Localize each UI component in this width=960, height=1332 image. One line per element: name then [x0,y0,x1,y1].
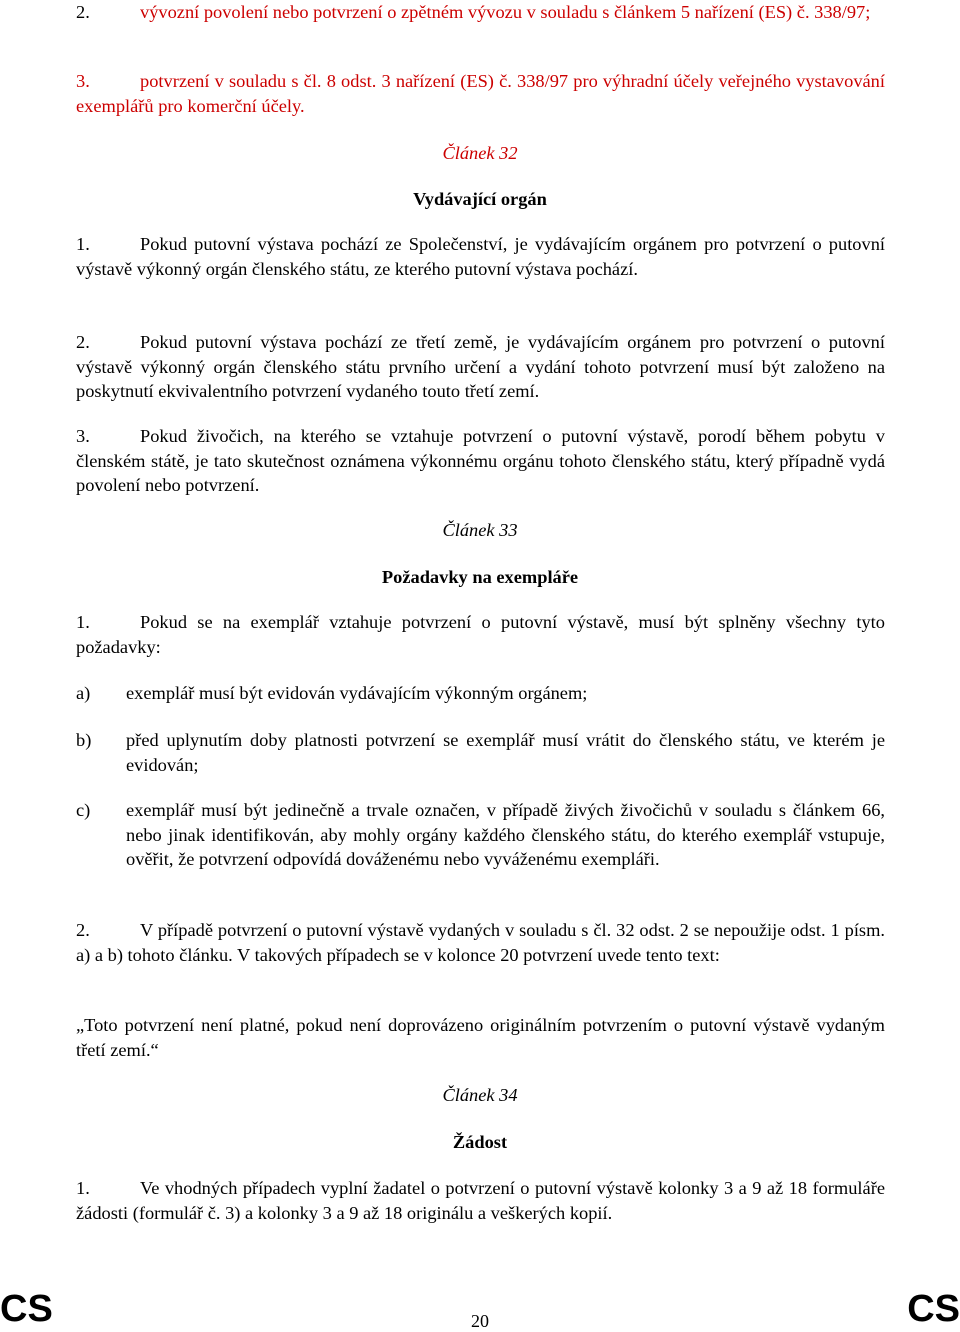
article-32-title: Vydávající orgán [413,189,547,209]
paragraph-number: 1. [76,1178,90,1198]
page-number: 20 [471,1311,489,1331]
requirement-item-b [76,728,885,777]
item-text: exemplář musí být jedinečně a trvale označen, v případě živých živočichů v souladu s článkem 66, nebo jinak identifikován, aby mohly orgány každého členského státu, do kterého exemplář vstupuje, ověřit, že potvrzení odpovídá dováženému nebo vyváženému exempláři. [126,800,885,869]
item-text: před uplynutím doby platnosti potvrzení se exemplář musí vrátit do členského státu, ve kterém je evidován; [126,730,885,775]
article-33-title: Požadavky na exempláře [381,567,579,587]
list-item-2 [76,0,885,25]
paragraph-text: Pokud živočich, na kterého se vztahuje potvrzení o putovní výstavě, porodí během pobytu v členském státě, je tato skutečnost oznámena výkonnému orgánu tohoto členského státu, který případně vydá povolení nebo potvrzení. [76,426,885,495]
paragraph-text: V případě potvrzení o putovní výstavě vydaných v souladu s čl. 32 odst. 2 se nepoužije odst. 1 písm. a) a b) tohoto článku. V takových případech se v kolonce 20 potvrzení uvede tento text: [76,920,885,965]
list-item-3 [76,69,885,118]
footer-language-code-left: CS [0,1288,53,1330]
article-33-paragraph-1 [76,610,885,659]
paragraph-text: Pokud putovní výstava pochází ze Společenství, je vydávajícím orgánem pro potvrzení o putovní výstavě výkonný orgán členského státu, ze kterého putovní výstava pochází. [76,234,885,279]
item-label: b) [76,730,92,750]
article-33-heading: Článek 33 [442,520,518,540]
article-32-paragraph-1 [76,232,885,281]
requirement-item-c [76,798,885,872]
quoted-text: „Toto potvrzení není platné, pokud není doprovázeno originálním potvrzením o putovní výstavě vydaným třetí zemí.“ [76,1015,885,1060]
article-34-paragraph-1 [76,1176,885,1225]
paragraph-number: 1. [76,612,90,632]
list-text: vývozní povolení nebo potvrzení o zpětném vývozu v souladu s článkem 5 nařízení (ES) č. 338/97; [140,2,871,22]
paragraph-number: 2. [76,920,90,940]
list-number: 2. [76,2,90,22]
item-label: a) [76,683,91,703]
footer-language-code-right: CS [907,1288,960,1330]
item-label: c) [76,800,91,820]
item-text: exemplář musí být evidován vydávajícím výkonným orgánem; [126,683,588,703]
article-32-heading: Článek 32 [442,143,518,163]
article-32-paragraph-2 [76,330,885,404]
paragraph-number: 2. [76,332,90,352]
paragraph-number: 3. [76,426,90,446]
paragraph-text: Pokud se na exemplář vztahuje potvrzení o putovní výstavě, musí být splněny všechny tyto požadavky: [76,612,885,657]
article-34-title: Žádost [452,1132,508,1152]
paragraph-number: 1. [76,234,90,254]
article-33-paragraph-2 [76,918,885,967]
article-32-paragraph-3 [76,424,885,498]
paragraph-text: Pokud putovní výstava pochází ze třetí země, je vydávajícím orgánem pro potvrzení o putovní výstavě výkonný orgán členského státu prvního určení a vydání tohoto potvrzení musí být založeno na poskytnutí ekvivalentního potvrzení vydaného touto třetí zemí. [76,332,885,401]
list-text: potvrzení v souladu s čl. 8 odst. 3 nařízení (ES) č. 338/97 pro výhradní účely veřejného vystavování exemplářů pro komerční účely. [76,71,885,116]
paragraph-text: Ve vhodných případech vyplní žadatel o potvrzení o putovní výstavě kolonky 3 a 9 až 18 formuláře žádosti (formulář č. 3) a kolonky 3 a 9 až 18 originálu a veškerých kopií. [76,1178,885,1223]
requirement-item-a [76,681,885,706]
article-34-heading: Článek 34 [442,1085,518,1105]
list-number: 3. [76,71,90,91]
